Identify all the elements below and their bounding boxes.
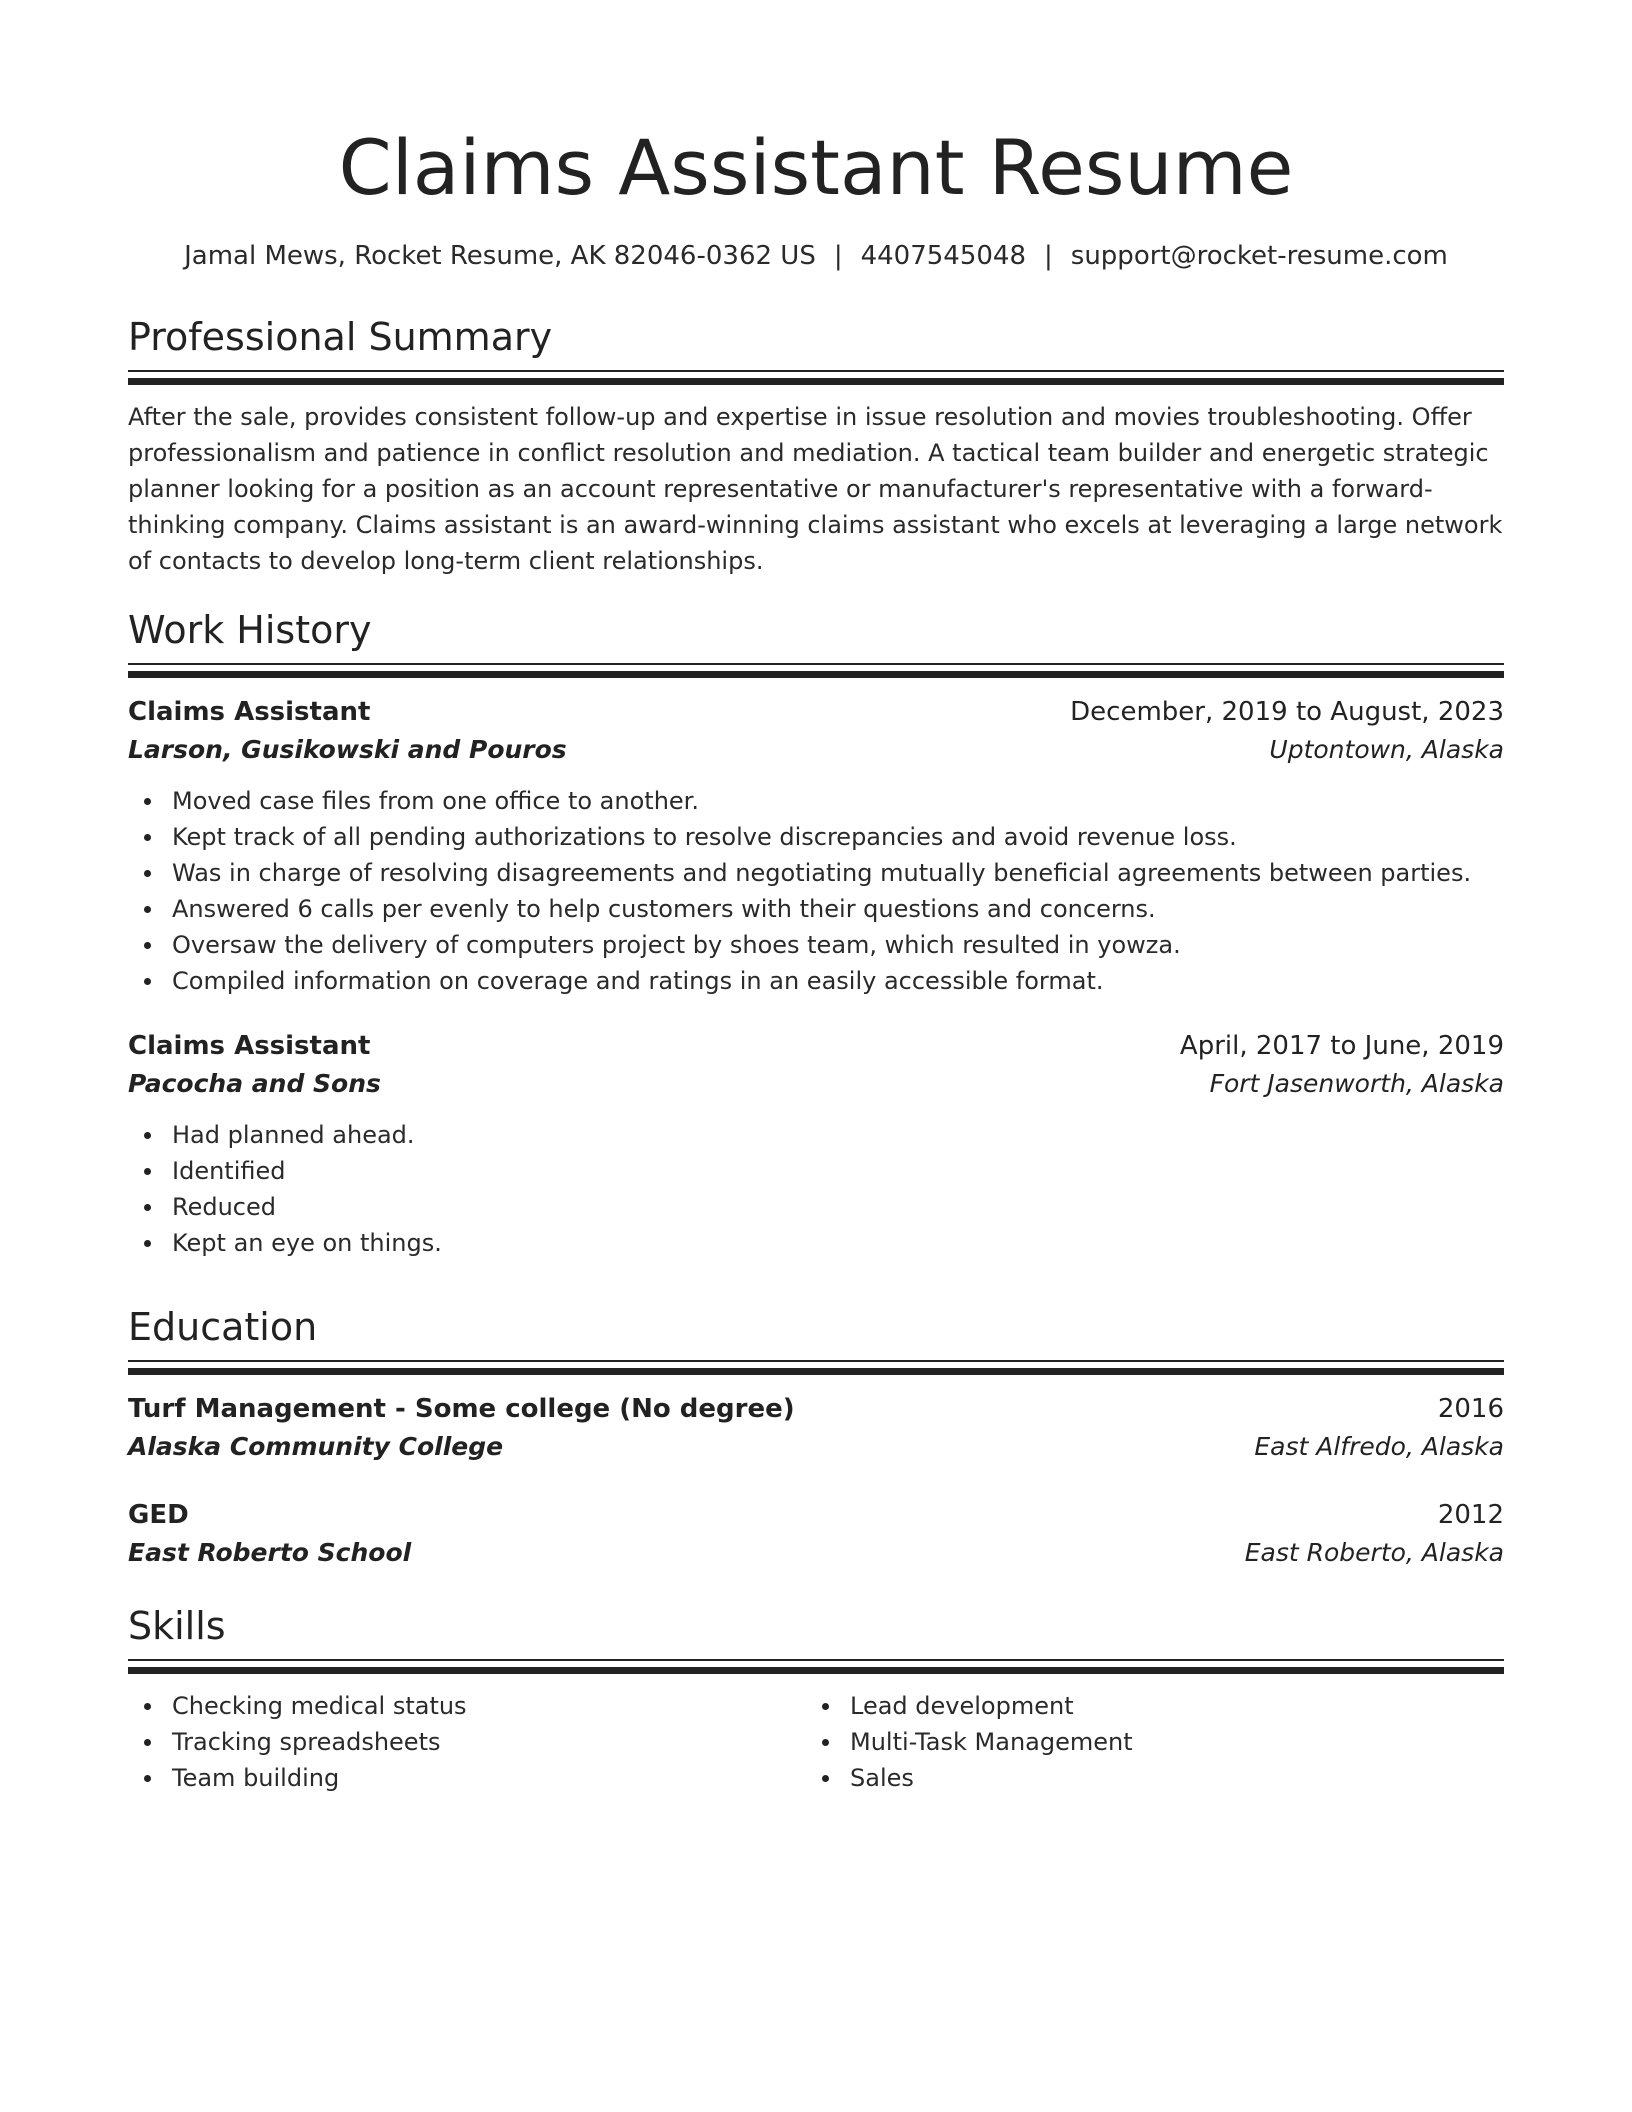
education-degree: Turf Management - Some college (No degree) — [128, 1394, 795, 1424]
list-item: Kept track of all pending authorizations to resolve discrepancies and avoid revenue loss. — [128, 819, 1504, 855]
list-item: Tracking spreadsheets — [128, 1724, 806, 1760]
education-school: Alaska Community College — [128, 1432, 504, 1461]
job-location: Fort Jasenworth, Alaska — [1209, 1069, 1504, 1098]
education-school: East Roberto School — [128, 1538, 412, 1567]
section-heading-work: Work History — [128, 608, 372, 652]
section-divider — [128, 370, 1504, 372]
section-divider — [128, 1659, 1504, 1661]
education-location: East Roberto, Alaska — [1244, 1538, 1504, 1567]
contact-email: support@rocket-resume.com — [1070, 241, 1448, 271]
list-item: Had planned ahead. — [128, 1117, 1504, 1153]
job-dates: December, 2019 to August, 2023 — [1070, 697, 1504, 727]
education-location: East Alfredo, Alaska — [1254, 1432, 1504, 1461]
job-bullets — [128, 1117, 1504, 1261]
section-divider — [128, 663, 1504, 665]
section-heading-skills: Skills — [128, 1604, 226, 1648]
skills-list-right — [806, 1688, 1484, 1796]
summary-text: After the sale, provides consistent follow-up and expertise in issue resolution and movies troubleshooting. Offer professionalism and patience in conflict resolution and mediation. A tactical team builder and energetic strategic planner looking for a position as an account representative or manufacturer's representative with a forward-thinking company. Claims assistant is an award-winning claims assistant who excels at leveraging a large network of contacts to develop long-term client relationships. — [128, 403, 1503, 575]
section-heading-education: Education — [128, 1305, 318, 1349]
contact-separator: | — [833, 241, 843, 271]
section-divider-thick — [128, 378, 1504, 385]
summary-section — [128, 312, 1504, 603]
section-divider-thick — [128, 671, 1504, 678]
section-divider — [128, 1360, 1504, 1362]
list-item: Moved case files from one office to another. — [128, 783, 1504, 819]
contact-address: Jamal Mews, Rocket Resume, AK 82046-0362 US — [184, 241, 816, 271]
education-entry — [128, 1390, 1504, 1466]
job-dates: April, 2017 to June, 2019 — [1179, 1031, 1504, 1061]
list-item: Sales — [806, 1760, 1484, 1796]
contact-separator: | — [1044, 241, 1053, 271]
contact-phone: 4407545048 — [860, 241, 1027, 271]
list-item: Answered 6 calls per evenly to help customers with their questions and concerns. — [128, 891, 1504, 927]
education-year: 2016 — [1437, 1394, 1504, 1424]
list-item: Lead development — [806, 1688, 1484, 1724]
section-divider-thick — [128, 1368, 1504, 1375]
work-history-section — [128, 605, 1504, 1261]
skills-list-left — [128, 1688, 806, 1796]
list-item: Team building — [128, 1760, 806, 1796]
job-location: Uptontown, Alaska — [1269, 735, 1504, 764]
job-title: Claims Assistant — [128, 1031, 371, 1061]
job-bullets — [128, 783, 1504, 999]
job-entry — [128, 1027, 1504, 1261]
resume-title: Claims Assistant Resume — [338, 123, 1294, 212]
list-item: Kept an eye on things. — [128, 1225, 1504, 1261]
education-entry — [128, 1496, 1504, 1572]
education-year: 2012 — [1437, 1500, 1504, 1530]
list-item: Oversaw the delivery of computers project by shoes team, which resulted in yowza. — [128, 927, 1504, 963]
skills-section — [128, 1601, 1504, 1796]
skills-columns — [128, 1674, 1504, 1796]
list-item: Identified — [128, 1153, 1504, 1189]
list-item: Was in charge of resolving disagreements and negotiating mutually beneficial agreements between parties. — [128, 855, 1504, 891]
list-item: Compiled information on coverage and ratings in an easily accessible format. — [128, 963, 1504, 999]
list-item: Multi-Task Management — [806, 1724, 1484, 1760]
education-section — [128, 1302, 1504, 1572]
job-title: Claims Assistant — [128, 697, 371, 727]
contact-line — [128, 238, 1504, 274]
list-item: Checking medical status — [128, 1688, 806, 1724]
list-item: Reduced — [128, 1189, 1504, 1225]
education-degree: GED — [128, 1500, 189, 1530]
section-divider-thick — [128, 1667, 1504, 1674]
job-entry — [128, 693, 1504, 999]
job-company: Pacocha and Sons — [128, 1069, 381, 1098]
section-heading-summary: Professional Summary — [128, 315, 553, 359]
job-company: Larson, Gusikowski and Pouros — [128, 735, 567, 764]
